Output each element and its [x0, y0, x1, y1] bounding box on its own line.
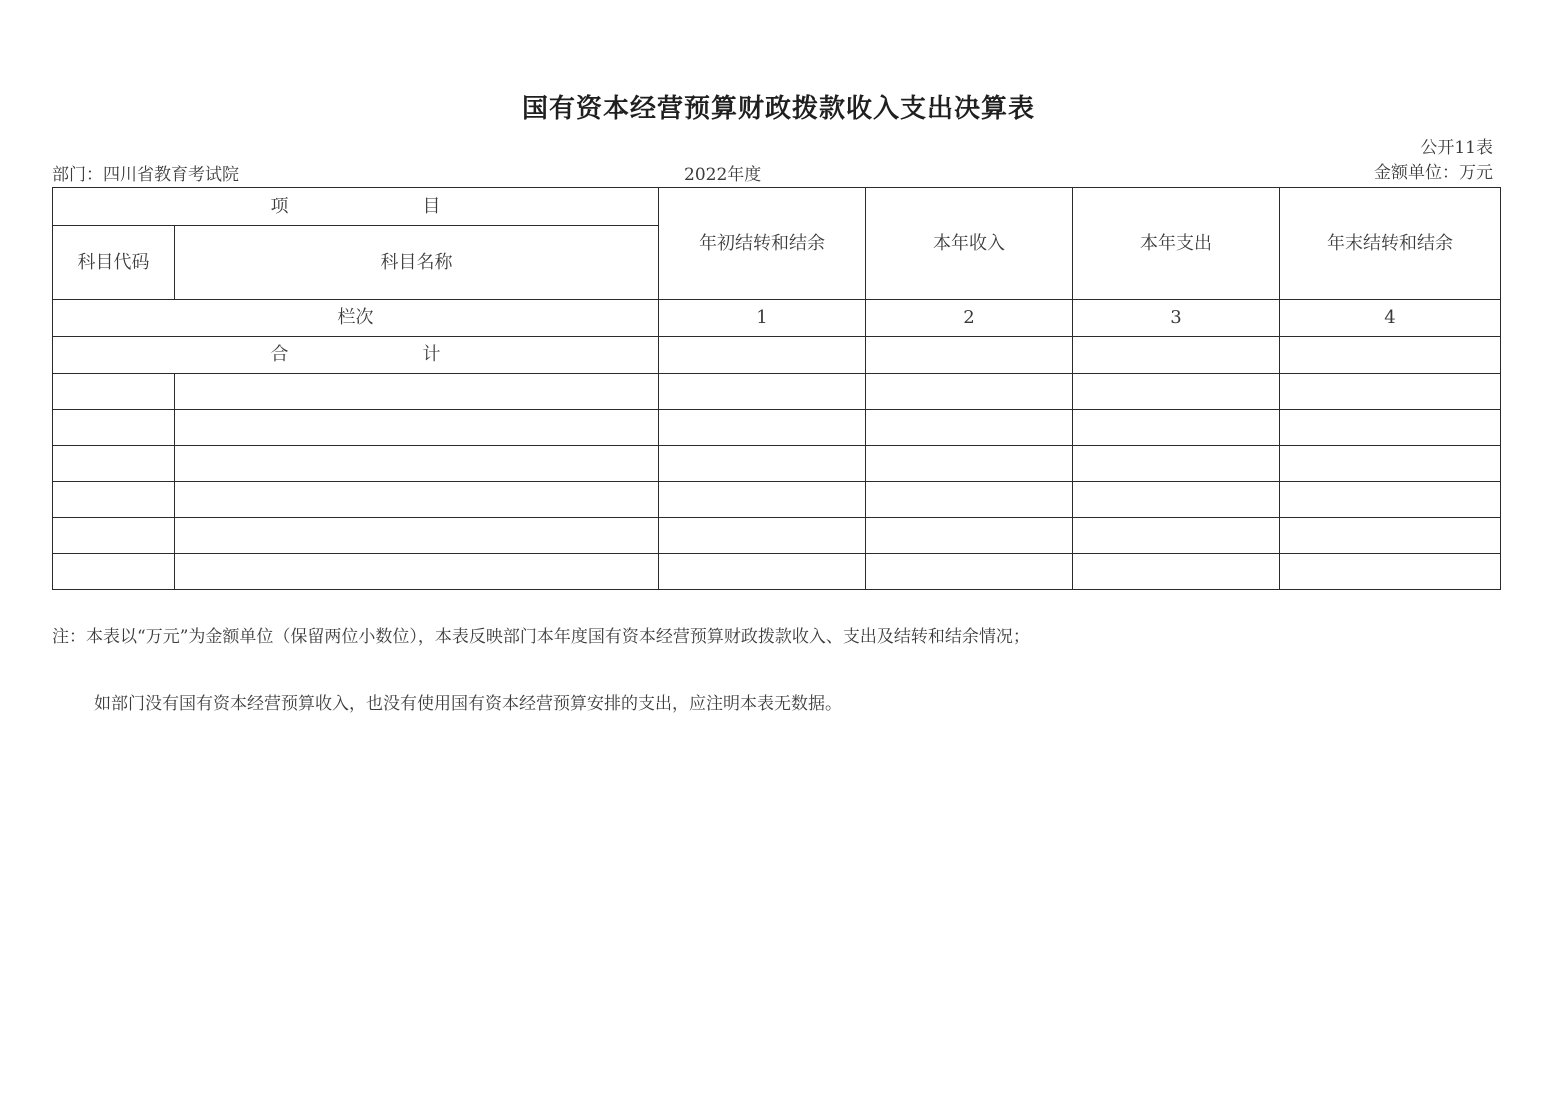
table-row	[53, 554, 1501, 590]
empty-cell	[1073, 446, 1280, 482]
table-row	[53, 410, 1501, 446]
column-number-4: 4	[1280, 300, 1501, 337]
empty-cell	[1280, 518, 1501, 554]
col-header-3: 本年支出	[1073, 188, 1280, 300]
col-header-1: 年初结转和结余	[659, 188, 866, 300]
empty-cell	[1073, 374, 1280, 410]
empty-cell	[659, 482, 866, 518]
empty-cell	[175, 482, 659, 518]
report-title: 国有资本经营预算财政拨款收入支出决算表	[521, 94, 1035, 124]
empty-cell	[866, 518, 1073, 554]
empty-cell	[175, 518, 659, 554]
item-header-cell	[53, 188, 659, 226]
empty-cell	[1280, 374, 1501, 410]
empty-cell	[175, 554, 659, 590]
total-label-left: 合	[270, 344, 289, 365]
total-label-cell	[53, 337, 659, 374]
form-number: 公开11表	[1420, 138, 1493, 158]
empty-cell	[53, 446, 175, 482]
empty-cell	[53, 554, 175, 590]
empty-cell	[659, 410, 866, 446]
empty-cell	[866, 446, 1073, 482]
column-number-3: 3	[1073, 300, 1280, 337]
column-number-2: 2	[866, 300, 1073, 337]
empty-cell	[659, 374, 866, 410]
header-row-item	[53, 188, 1501, 226]
total-cell-4	[1280, 337, 1501, 374]
item-header-left: 项	[270, 195, 289, 217]
column-number-1: 1	[659, 300, 866, 337]
empty-cell	[866, 374, 1073, 410]
note-line-2: 如部门没有国有资本经营预算收入，也没有使用国有资本经营预算安排的支出，应注明本表无数据。	[94, 694, 842, 714]
total-row	[53, 337, 1501, 374]
empty-cell	[175, 374, 659, 410]
total-label	[271, 346, 441, 364]
column-number-row	[53, 300, 1501, 337]
item-header-right: 目	[422, 195, 441, 217]
empty-cell	[1073, 482, 1280, 518]
empty-cell	[866, 482, 1073, 518]
column-number-label: 栏次	[53, 300, 659, 337]
empty-cell	[1073, 554, 1280, 590]
empty-cell	[659, 446, 866, 482]
empty-cell	[53, 374, 175, 410]
empty-cell	[659, 554, 866, 590]
fiscal-year: 2022年度	[684, 165, 762, 185]
empty-cell	[175, 410, 659, 446]
amount-unit: 金额单位：万元	[1374, 163, 1493, 183]
table-row	[53, 446, 1501, 482]
table-row	[53, 518, 1501, 554]
total-cell-3	[1073, 337, 1280, 374]
col-header-4: 年末结转和结余	[1280, 188, 1501, 300]
empty-cell	[659, 518, 866, 554]
item-header	[270, 195, 441, 217]
total-label-right: 计	[422, 344, 441, 365]
budget-table	[52, 187, 1501, 590]
total-cell-2	[866, 337, 1073, 374]
col-header-2: 本年收入	[866, 188, 1073, 300]
empty-cell	[866, 554, 1073, 590]
empty-cell	[175, 446, 659, 482]
empty-cell	[1280, 410, 1501, 446]
total-cell-1	[659, 337, 866, 374]
empty-cell	[1280, 446, 1501, 482]
empty-cell	[1073, 410, 1280, 446]
empty-cell	[1073, 518, 1280, 554]
note-line-1: 注：本表以“万元”为金额单位（保留两位小数位），本表反映部门本年度国有资本经营预算财政拨款收入、支出及结转和结余情况；	[52, 627, 1030, 647]
department-label: 部门：四川省教育考试院	[52, 165, 239, 185]
empty-cell	[1280, 554, 1501, 590]
empty-cell	[866, 410, 1073, 446]
table-row	[53, 374, 1501, 410]
subject-code-header: 科目代码	[53, 226, 175, 300]
table-row	[53, 482, 1501, 518]
empty-cell	[53, 482, 175, 518]
empty-cell	[53, 410, 175, 446]
empty-cell	[1280, 482, 1501, 518]
empty-cell	[53, 518, 175, 554]
subject-name-header: 科目名称	[175, 226, 659, 300]
